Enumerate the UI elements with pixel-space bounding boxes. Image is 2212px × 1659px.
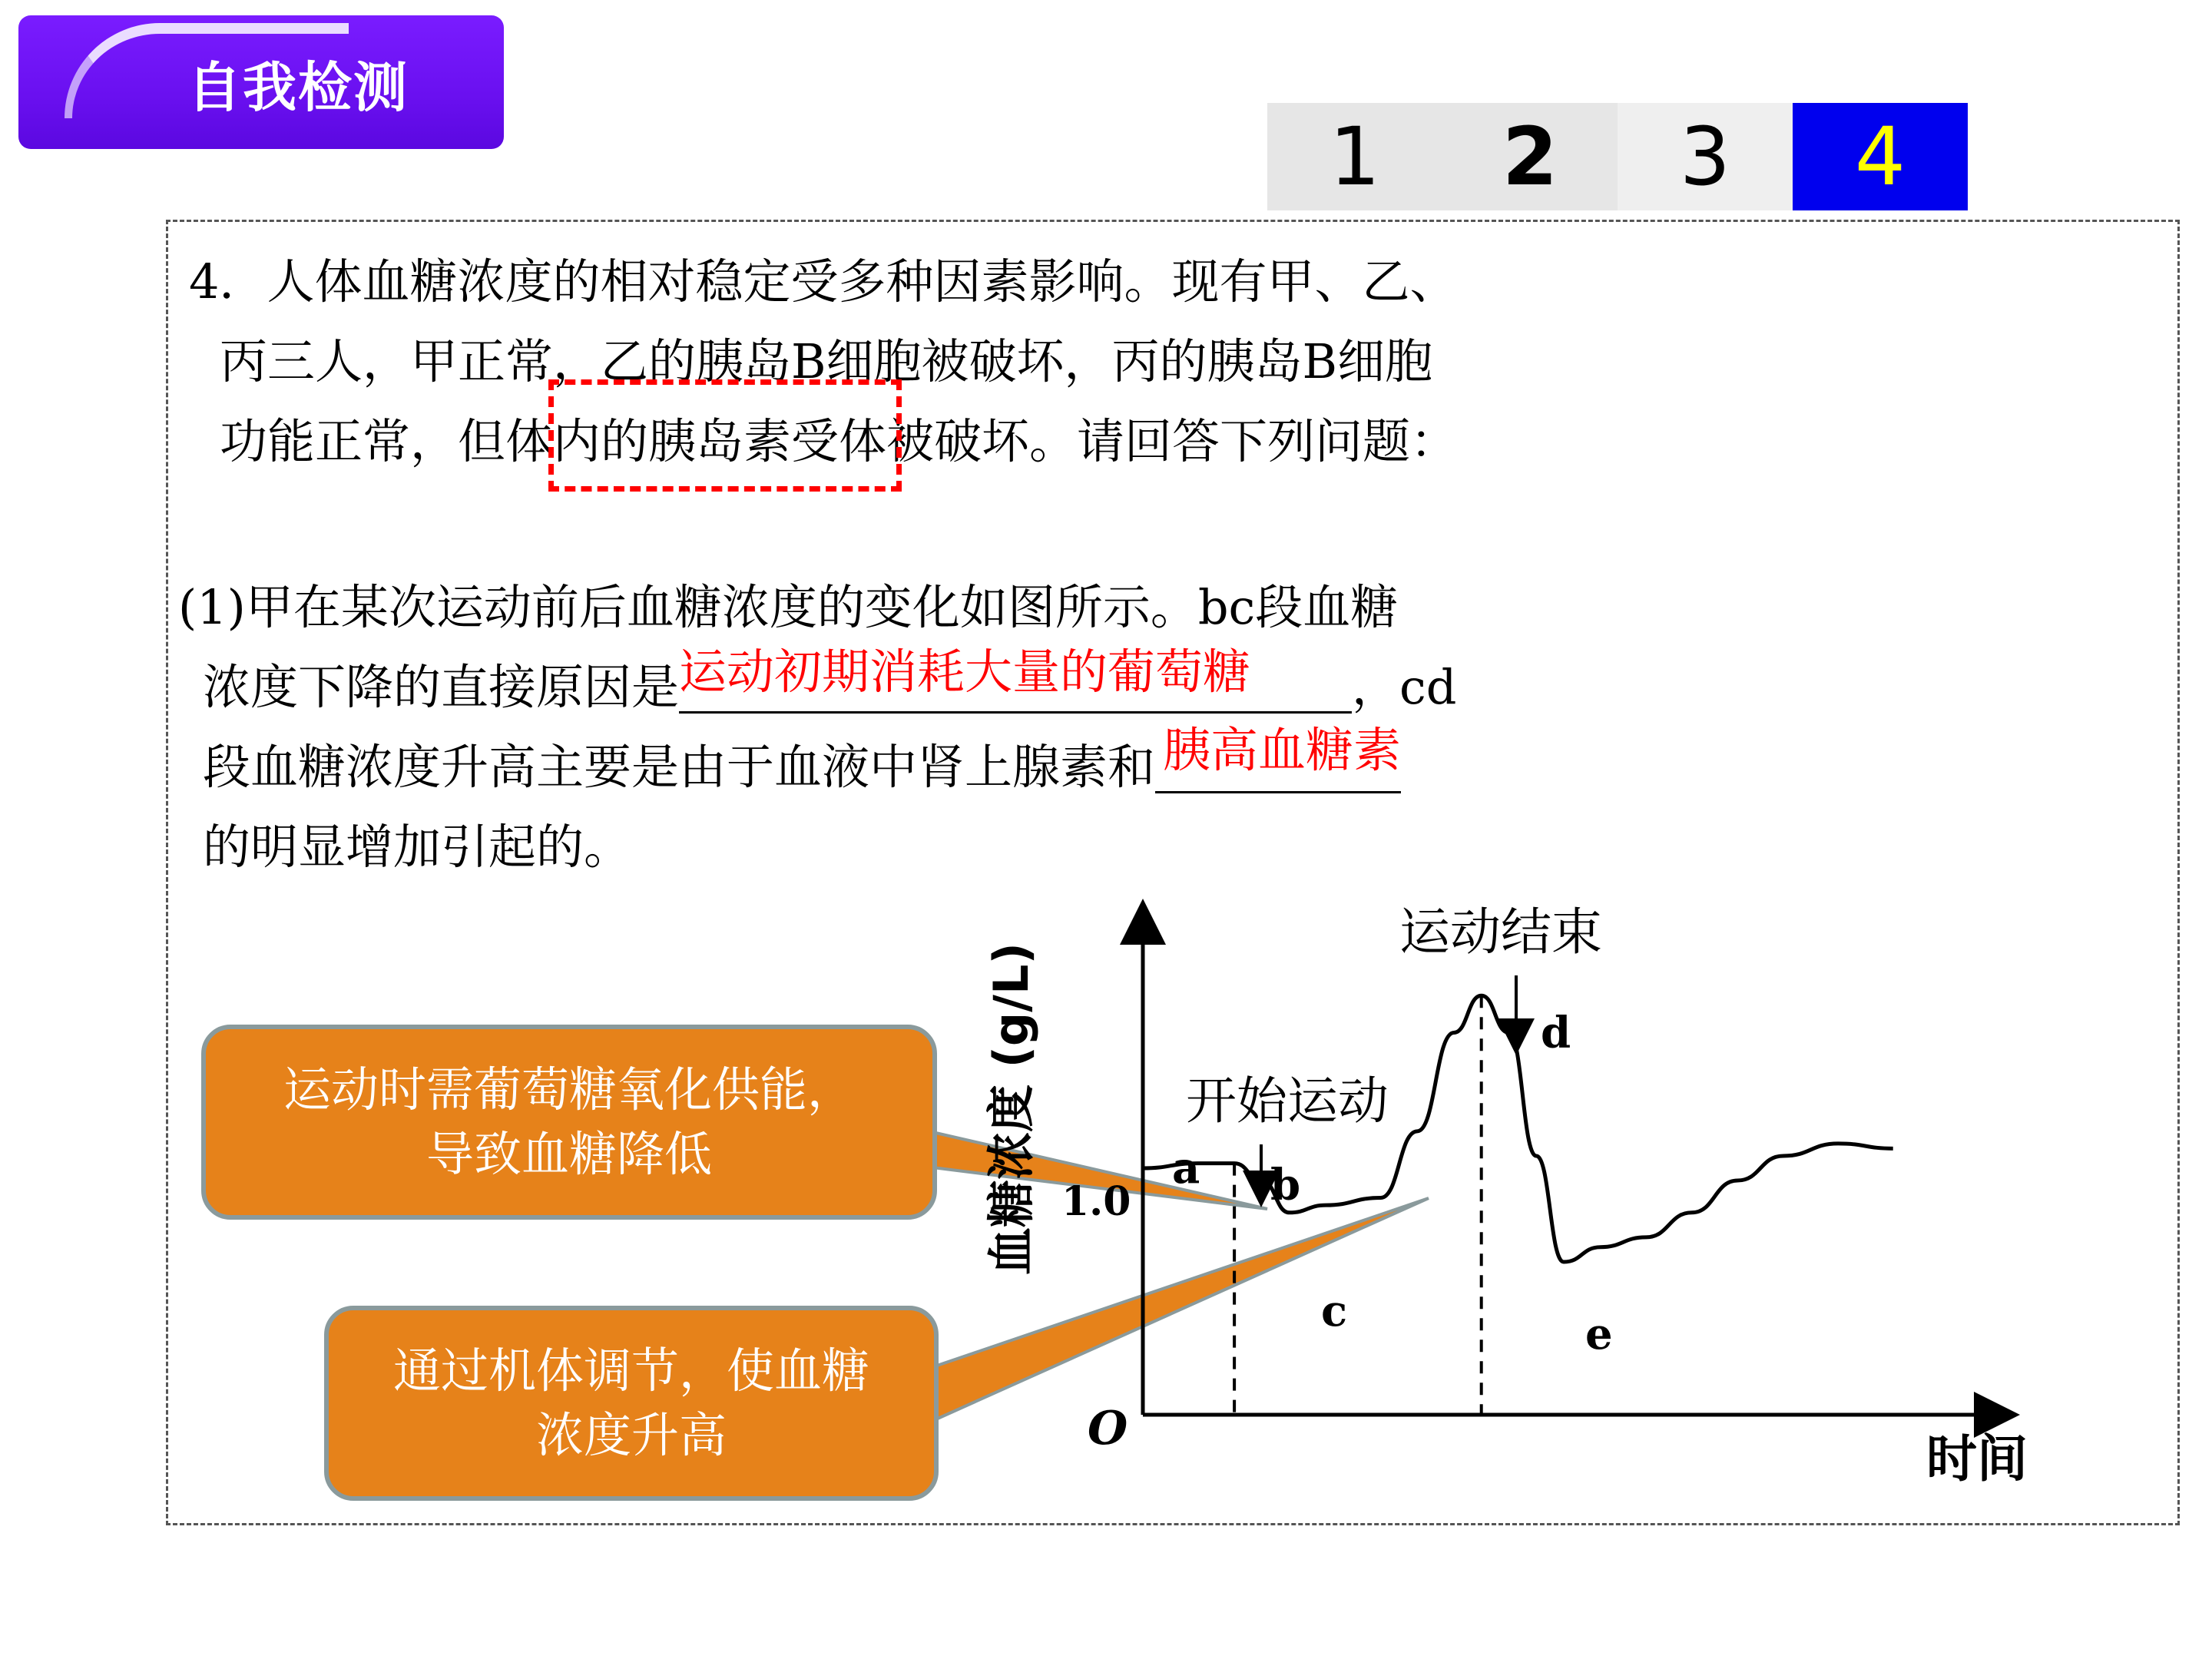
y-tick-label: 1.0 — [1061, 1178, 1131, 1225]
question-line-2: 丙三人，甲正常，乙的胰岛B细胞被破坏，丙的胰岛B细胞 — [220, 333, 1433, 389]
point-label-b: b — [1270, 1160, 1301, 1210]
question-line-1: 4．人体血糖浓度的相对稳定受多种因素影响。现有甲、乙、 — [189, 253, 1458, 310]
page-button-3[interactable]: 3 — [1618, 103, 1793, 210]
subquestion-1-line-3-prefix: 段血糖浓度升高主要是由于血液中肾上腺素和 — [203, 739, 1156, 795]
exercise-start-label: 开始运动 — [1186, 1071, 1389, 1131]
x-axis-label: 时间 — [1926, 1429, 2028, 1488]
section-title: 自我检测 — [187, 56, 409, 119]
subquestion-1-line-4: 的明显增加引起的。 — [203, 819, 632, 875]
answer-2-text: 胰高血糖素 — [1163, 722, 1402, 778]
origin-label: O — [1088, 1402, 1128, 1455]
question-line-3: 功能正常，但体内的胰岛素受体被破坏。请回答下列问题： — [220, 413, 1459, 469]
exercise-end-label: 运动结束 — [1399, 902, 1602, 962]
callout-2-line-2: 浓度升高 — [535, 1407, 727, 1463]
subquestion-1-line-1: (1)甲在某次运动前后血糖浓度的变化如图所示。bc段血糖 — [178, 579, 1399, 635]
subquestion-1-line-2-prefix: 浓度下降的直接原因是 — [203, 659, 680, 715]
point-label-c: c — [1321, 1286, 1348, 1336]
page-button-4-active[interactable]: 4 — [1793, 103, 1968, 210]
callout-glucose-consumption — [201, 1025, 937, 1220]
callout-body-regulation — [324, 1306, 939, 1501]
y-axis-label: 血糖浓度 (g/L) — [983, 942, 1039, 1275]
callout-1-line-1: 运动时需葡萄糖氧化供能， — [283, 1061, 855, 1118]
callout-1-line-2: 导致血糖降低 — [426, 1126, 712, 1182]
callout-2-line-1: 通过机体调节，使血糖 — [392, 1343, 869, 1399]
page-button-1[interactable]: 1 — [1267, 103, 1442, 210]
answer-1-text: 运动初期消耗大量的葡萄糖 — [679, 644, 1251, 700]
page-button-2[interactable]: 2 — [1442, 103, 1618, 210]
subquestion-1-line-2-suffix: ，cd — [1352, 659, 1457, 715]
point-label-e: e — [1585, 1309, 1613, 1359]
point-label-d: d — [1541, 1008, 1571, 1058]
point-label-a: a — [1172, 1143, 1200, 1194]
